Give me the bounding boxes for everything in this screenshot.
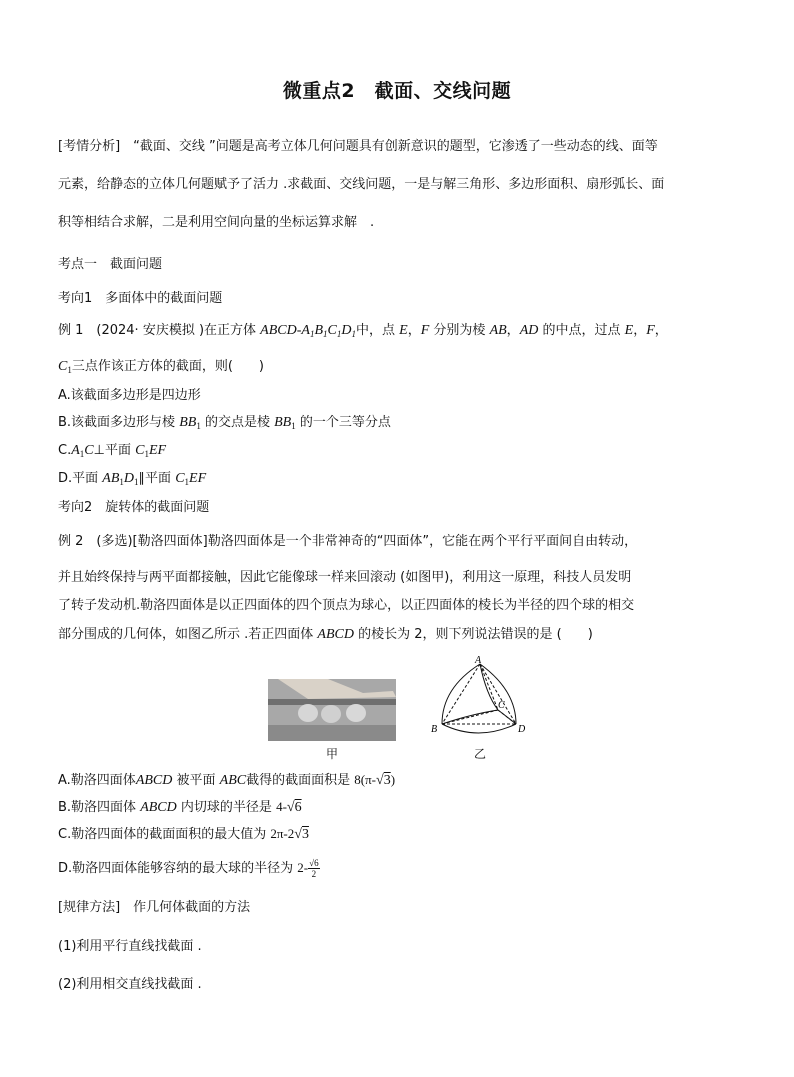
analysis-line-3: 积等相结合求解，二是利用空间向量的坐标运算求解 .	[58, 215, 375, 230]
example-1-option-d: D.平面 $AB_1D_1\parallel$平面 $C_1EF$	[58, 471, 207, 487]
example-2-line-1: 例 2 (多选)[勒洛四面体]勒洛四面体是一个非常神奇的“四面体”，它能在两个平行平面间自由转动，	[58, 534, 638, 549]
kaoxiang-heading-1: 考向1 多面体中的截面问题	[58, 291, 223, 306]
example-2-line-3: 了转子发动机.勒洛四面体是以正四面体的四个顶点为球心，以正四面体的棱长为半径的四个球的相交	[58, 598, 635, 613]
page-title: 微重点2 截面、交线问题	[282, 80, 512, 102]
example-1-option-c: $C.A_1C\perp$平面 $C_1EF$	[58, 443, 167, 459]
fraction-sqrt6-over-2: $\frac{√6}{2}$	[309, 858, 319, 879]
figure-yi-caption: 乙	[474, 747, 487, 761]
rolling-tetrahedron-photo	[268, 679, 396, 741]
example-1-line-1: 例 1 (2024· 安庆模拟 )在正方体 ABCD-$A_1B_1C_1D_1$中，点 E，F 分别为棱 AB，AD 的中点，过点 E，F，	[58, 323, 668, 339]
kaoxiang-heading-2: 考向2 旋转体的截面问题	[58, 500, 210, 515]
example-2-line-2: 并且始终保持与两平面都接触，因此它能像球一样来回滚动 (如图甲)，利用这一原理，科技人员发明	[58, 570, 632, 585]
reuleaux-tetrahedron-figure	[428, 654, 532, 740]
example-2-option-b: B.勒洛四面体 ABCD 内切球的半径是 4-√6	[58, 799, 302, 815]
example-2-option-a: A.勒洛四面体ABCD 被平面 ABC截得的截面面积是 8(π-√3)	[58, 772, 396, 788]
vertex-label-b: B	[431, 724, 438, 735]
analysis-tag: [考情分析]	[58, 139, 121, 154]
example-1-line-2: $C_1$三点作该正方体的截面，则( )	[58, 359, 264, 375]
analysis-line-1: [考情分析] “截面、交线 ”问题是高考立体几何问题具有创新意识的题型，它渗透了一些动态的线、面等	[58, 139, 658, 154]
analysis-line-2: 元素，给静态的立体几何题赋予了活力 .求截面、交线问题，一是与解三角形、多边形面积、扇形弧长、面	[58, 177, 665, 192]
method-item-1: (1)利用平行直线找截面 .	[58, 939, 202, 954]
method-item-2: (2)利用相交直线找截面 .	[58, 977, 202, 992]
figure-jia-caption: 甲	[326, 747, 339, 761]
example-2-line-4: 部分围成的几何体，如图乙所示 .若正四面体 ABCD 的棱长为 2，则下列说法错误的是 ( )	[58, 627, 593, 642]
method-title: [规律方法] 作几何体截面的方法	[58, 900, 251, 915]
example-2-option-d: D.勒洛四面体能够容纳的最大球的半径为 2- $\frac{√6}{2}$	[58, 858, 319, 879]
vertex-label-d: D	[518, 724, 526, 735]
vertex-label-a: A	[475, 655, 482, 666]
kaodian-heading: 考点一 截面问题	[58, 257, 163, 272]
example-1-option-b: B.该截面多边形与棱 $BB_1$ 的交点是棱 $BB_1$ 的一个三等分点	[58, 415, 391, 431]
vertex-label-c: C	[498, 700, 505, 711]
example-1-option-a: A.该截面多边形是四边形	[58, 388, 201, 403]
example-2-option-c: C.勒洛四面体的截面面积的最大值为 2π-2√3	[58, 826, 309, 842]
